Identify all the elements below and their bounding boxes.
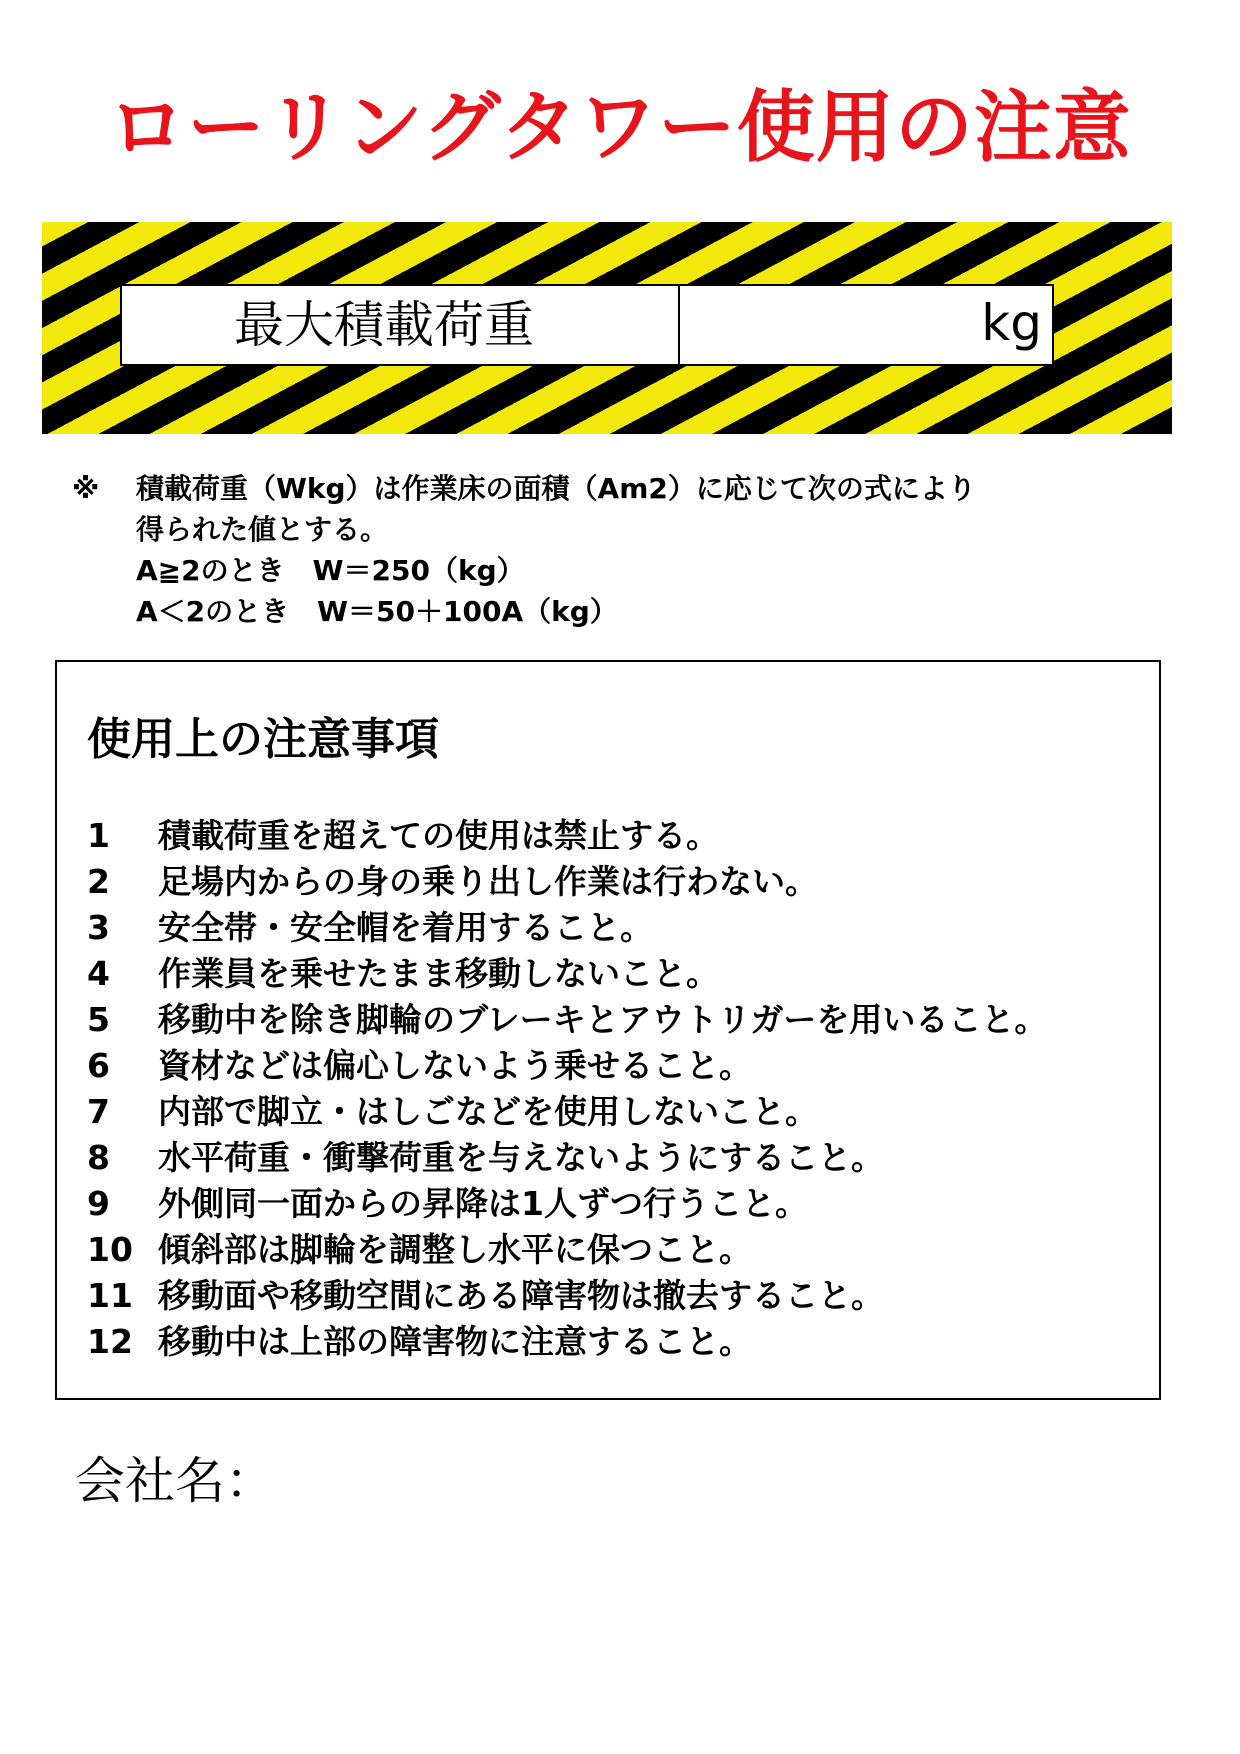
item-text: 安全帯・安全帽を着用すること。	[158, 908, 653, 947]
item-number: 6	[87, 1046, 110, 1085]
list-item	[87, 905, 1047, 951]
item-text: 内部で脚立・はしごなどを使用しないこと。	[158, 1092, 818, 1131]
item-number: 2	[87, 862, 110, 901]
item-text: 外側同一面からの昇降は1人ずつ行うこと。	[158, 1184, 808, 1223]
max-load-label: 最大積載荷重	[122, 286, 680, 364]
item-number: 3	[87, 908, 110, 947]
list-item	[87, 1319, 1047, 1365]
note-row	[72, 468, 1172, 509]
note-line: 得られた値とする。	[136, 513, 389, 546]
item-text: 足場内からの身の乗り出し作業は行わない。	[158, 862, 818, 901]
note-line: 積載荷重（Wkg）は作業床の面積（Am2）に応じて次の式により	[136, 472, 976, 505]
item-number: 11	[87, 1276, 133, 1315]
list-item	[87, 859, 1047, 905]
item-number: 5	[87, 1000, 110, 1039]
item-text: 作業員を乗せたまま移動しないこと。	[158, 954, 719, 993]
list-item	[87, 813, 1047, 859]
hazard-stripe-banner	[42, 222, 1172, 434]
note-row	[72, 591, 1172, 632]
item-text: 積載荷重を超えての使用は禁止する。	[158, 816, 719, 855]
item-text: 水平荷重・衝撃荷重を与えないようにすること。	[158, 1138, 884, 1177]
list-item	[87, 1181, 1047, 1227]
max-load-unit: kg	[981, 294, 1042, 352]
item-number: 10	[87, 1230, 133, 1269]
precautions-list	[87, 813, 1047, 1365]
item-text: 移動中は上部の障害物に注意すること。	[158, 1322, 752, 1361]
load-formula-note	[72, 468, 1172, 632]
list-item	[87, 1273, 1047, 1319]
list-item	[87, 1089, 1047, 1135]
list-item	[87, 1043, 1047, 1089]
list-item	[87, 951, 1047, 997]
reference-mark: ※	[72, 472, 100, 505]
list-item	[87, 1227, 1047, 1273]
list-item	[87, 1135, 1047, 1181]
item-number: 7	[87, 1092, 110, 1131]
precautions-heading: 使用上の注意事項	[87, 714, 439, 765]
item-number: 9	[87, 1184, 110, 1223]
item-text: 移動面や移動空間にある障害物は撤去すること。	[158, 1276, 884, 1315]
usage-precautions-box	[55, 660, 1161, 1400]
company-name-label: 会社名：	[75, 1452, 275, 1510]
note-row	[72, 550, 1172, 591]
item-number: 1	[87, 816, 110, 855]
note-row	[72, 509, 1172, 550]
item-number: 12	[87, 1322, 133, 1361]
formula-line: A≧2のとき W＝250（kg）	[136, 554, 525, 587]
item-text: 資材などは偏心しないよう乗せること。	[158, 1046, 752, 1085]
formula-line: A＜2のとき W＝50＋100A（kg）	[136, 595, 618, 628]
page-title: ローリングタワー使用の注意	[108, 83, 1132, 173]
list-item	[87, 997, 1047, 1043]
item-text: 移動中を除き脚輪のブレーキとアウトリガーを用いること。	[158, 1000, 1048, 1039]
max-load-value-field	[680, 286, 1052, 364]
item-text: 傾斜部は脚輪を調整し水平に保つこと。	[158, 1230, 752, 1269]
item-number: 8	[87, 1138, 110, 1177]
item-number: 4	[87, 954, 110, 993]
max-load-table	[120, 284, 1054, 366]
